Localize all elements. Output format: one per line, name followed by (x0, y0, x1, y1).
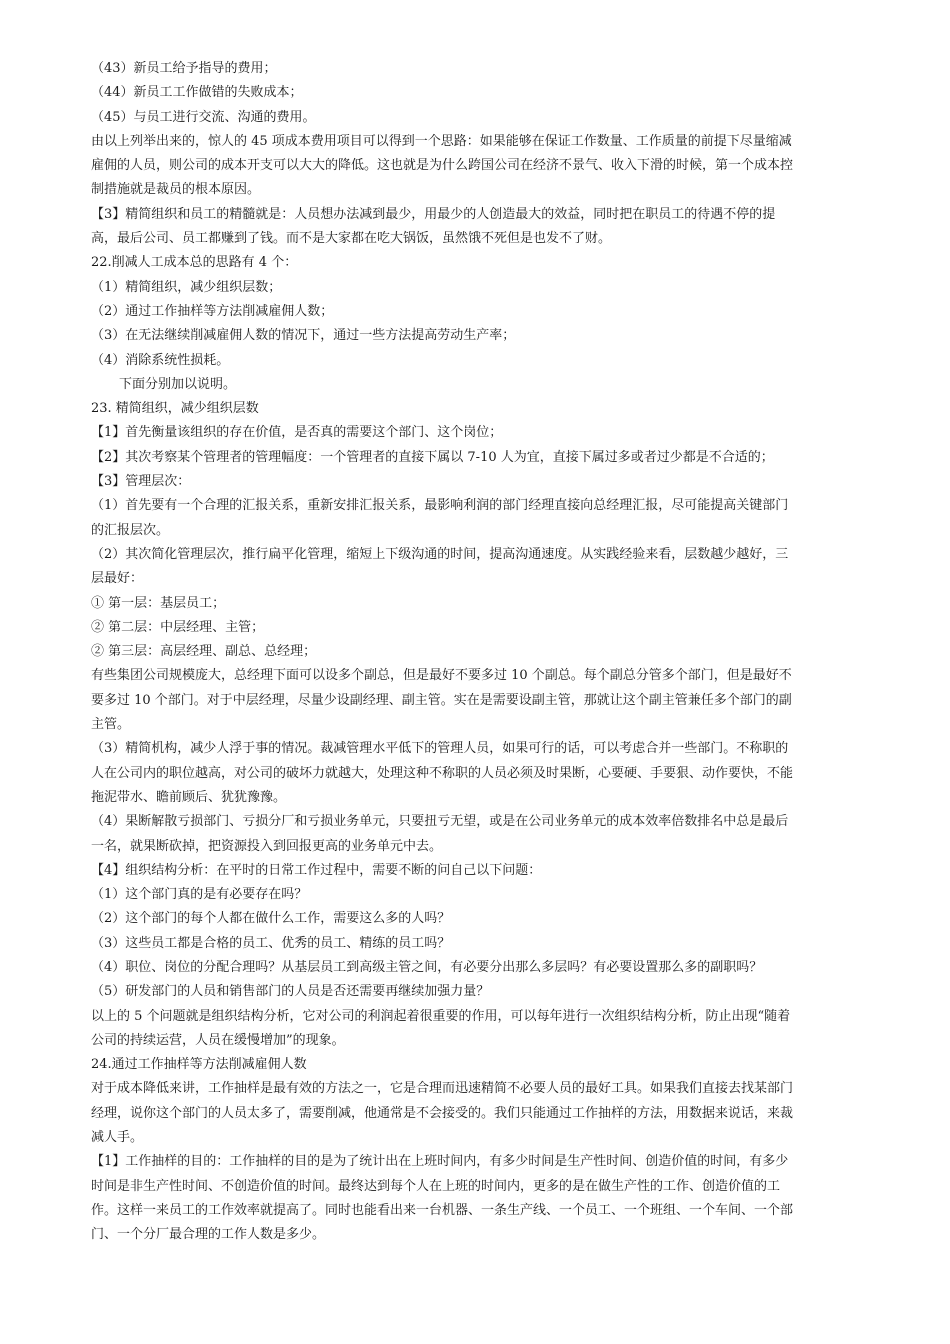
paragraph-line: 【1】首先衡量该组织的存在价值，是否真的需要这个部门、这个岗位； (91, 425, 503, 441)
list-item: 的汇报层次。 (91, 522, 170, 538)
paragraph-line: 时间是非生产性时间、不创造价值的时间。最终达到每个人在上班的时间内，更多的是在做生产性的工作、创造价值的工 (91, 1178, 781, 1194)
list-item: 层最好： (91, 571, 144, 587)
list-item: （4）消除系统性损耗。 (91, 352, 230, 368)
paragraph-line: 由以上列举出来的，惊人的 45 项成本费用项目可以得到一个思路：如果能够在保证工作数量、工作质量的前提下尽量缩减 (91, 133, 792, 149)
list-item: （4）果断解散亏损部门、亏损分厂和亏损业务单元，只要扭亏无望，或是在公司业务单元的成本效率倍数排名中总是最后 (91, 814, 789, 830)
paragraph-line: 【4】组织结构分析：在平时的日常工作过程中，需要不断的问自己以下问题： (91, 862, 542, 878)
section-heading-24: 24.通过工作抽样等方法削减雇佣人数 (91, 1057, 307, 1073)
paragraph-line: 【3】管理层次： (91, 474, 191, 490)
list-item: ① 第一层：基层员工； (91, 595, 226, 611)
list-item: （3）精简机构，减少人浮于事的情况。裁减管理水平低下的管理人员，如果可行的话，可以考虑合并一些部门。不称职的 (91, 741, 789, 757)
paragraph-line: 要多过 10 个部门。对于中层经理，尽量少设副经理、副主管。实在是需要设副主管，那就让这个副主管兼任多个部门的副 (91, 692, 792, 708)
list-item: （5）研发部门的人员和销售部门的人员是否还需要再继续加强力量？ (91, 984, 490, 1000)
paragraph-line: 公司的持续运营，人员在缓慢增加”的现象。 (91, 1032, 345, 1048)
paragraph-line: 经理，说你这个部门的人员太多了，需要削减，他通常是不会接受的。我们只能通过工作抽样的方法，用数据来说话，来裁 (91, 1105, 794, 1121)
list-item: （3）这些员工都是合格的员工、优秀的员工、精练的员工吗？ (91, 935, 451, 951)
paragraph-line: 制措施就是裁员的根本原因。 (91, 182, 261, 198)
list-item: （2）这个部门的每个人都在做什么工作，需要这么多的人吗？ (91, 911, 451, 927)
section-heading-23: 23. 精简组织，减少组织层数 (91, 401, 259, 417)
list-item: （1）精简组织，减少组织层数； (91, 279, 282, 295)
paragraph-line: 【1】工作抽样的目的：工作抽样的目的是为了统计出在上班时间内，有多少时间是生产性时间、创造价值的时间，有多少 (91, 1154, 789, 1170)
list-item: （2）通过工作抽样等方法削减雇佣人数； (91, 303, 334, 319)
list-item-43: （43）新员工给予指导的费用； (91, 61, 277, 76)
paragraph-line: 门、一个分厂最合理的工作人数是多少。 (91, 1227, 326, 1243)
list-item-45: （45）与员工进行交流、沟通的费用。 (91, 109, 316, 125)
section-heading-22: 22.削减人工成本总的思路有 4 个： (91, 255, 298, 271)
list-item-44: （44）新员工工作做错的失败成本； (91, 85, 303, 101)
paragraph-line: 对于成本降低来讲，工作抽样是最有效的方法之一，它是合理而迅速精简不必要人员的最好工具。如果我们直接去找某部门 (91, 1081, 794, 1097)
paragraph-line: 有些集团公司规模庞大，总经理下面可以设多个副总，但是最好不要多过 10 个副总。每个副总分管多个部门，但是最好不 (91, 668, 792, 684)
paragraph-line: 下面分别加以说明。 (119, 376, 237, 392)
list-item: （3）在无法继续削减雇佣人数的情况下，通过一些方法提高劳动生产率； (91, 328, 516, 344)
paragraph-line: 【2】其次考察某个管理者的管理幅度：一个管理者的直接下属以 7-10 人为宜，直接下属过多或者过少都是不合适的； (91, 449, 774, 465)
list-item: （1）首先要有一个合理的汇报关系，重新安排汇报关系，最影响利润的部门经理直接向总经理汇报，尽可能提高关键部门 (91, 498, 789, 514)
list-item: 人在公司内的职位越高，对公司的破坏力就越大，处理这种不称职的人员必须及时果断，心要硬、手要狠、动作要快，不能 (91, 765, 794, 781)
list-item: 拖泥带水、瞻前顾后、犹犹豫豫。 (91, 789, 287, 805)
paragraph-line: 以上的 5 个问题就是组织结构分析，它对公司的利润起着很重要的作用，可以每年进行一次组织结构分析，防止出现“随着 (91, 1008, 791, 1024)
list-item: （2）其次简化管理层次，推行扁平化管理，缩短上下级沟通的时间，提高沟通速度。从实践经验来看，层数越少越好，三 (91, 546, 789, 562)
list-item: （1）这个部门真的是有必要存在吗？ (91, 887, 308, 903)
paragraph-line: 主管。 (91, 717, 131, 733)
list-item: ② 第二层：中层经理、主管； (91, 619, 265, 635)
list-item: 一名，就果断砍掉，把资源投入到回报更高的业务单元中去。 (91, 838, 443, 854)
paragraph-line: 【3】精简组织和员工的精髓就是：人员想办法减到最少，用最少的人创造最大的效益，同时把在职员工的待遇不停的提 (91, 206, 776, 222)
paragraph-line: 作。这样一来员工的工作效率就提高了。同时也能看出来一台机器、一条生产线、一个员工、一个班组、一个车间、一个部 (91, 1202, 794, 1218)
document-page (91, 57, 861, 1248)
list-item: ② 第三层：高层经理、副总、总经理； (91, 644, 317, 660)
paragraph-line: 减人手。 (91, 1130, 144, 1146)
list-item: （4）职位、岗位的分配合理吗？从基层员工到高级主管之间，有必要分出那么多层吗？有必要设置那么多的副职吗？ (91, 959, 763, 975)
paragraph-line: 雇佣的人员，则公司的成本开支可以大大的降低。这也就是为什么跨国公司在经济不景气、收入下滑的时候，第一个成本控 (91, 158, 794, 174)
paragraph-line: 高，最后公司、员工都赚到了钱。而不是大家都在吃大锅饭，虽然饿不死但是也发不了财。 (91, 231, 612, 247)
